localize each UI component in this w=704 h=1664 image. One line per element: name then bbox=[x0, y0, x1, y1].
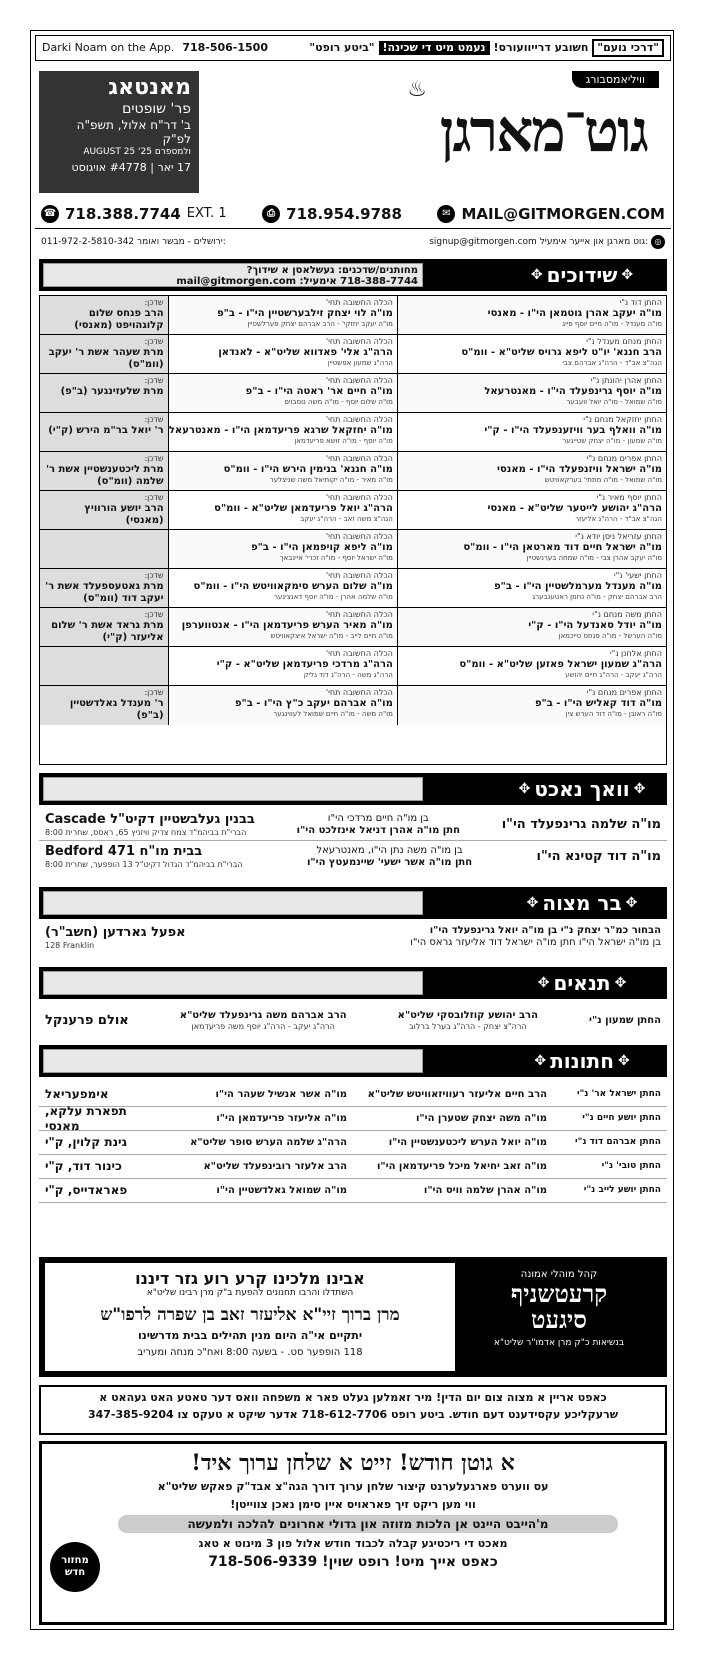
app-label: Darki Noam on the App. bbox=[42, 41, 175, 55]
date-box bbox=[39, 71, 199, 193]
bottom-highlight: מ'הייבט היינט אן הלכות מזוזה און גדולי אחרונים להלכה ולמעשה bbox=[118, 1515, 618, 1533]
phone-ext: EXT. 1 bbox=[186, 205, 227, 221]
contact-bar-secondary bbox=[35, 231, 671, 253]
section-header-vachnacht bbox=[39, 773, 667, 805]
table-row: החתן יחזקאל מנחם נ"י מו"ה וואלף בער וויזענפעלד הי"ו - ק"י מו"ה שמעון - מו"ה יצחק שטייגער הכלה החשובה תחי' מו"ה יחזקאל שרגא פריעדמאן הי"ו - מאנטרעאל מו"ה יוסף - מו"ה זושא פריעדמאן שדכן: ר' יואל בר"מ הירש (ק"י) bbox=[40, 413, 666, 452]
shidduchim-table bbox=[39, 295, 667, 765]
ad-sponsor bbox=[459, 1263, 659, 1371]
vachnacht-title: ✥ וואך נאכט ✥ bbox=[518, 777, 646, 801]
top-bar bbox=[35, 35, 671, 61]
table-row: החתן משה מנחם נ"י מו"ה יודל סאנדעל הי"ו - ק"י מו"ה הערשל - מו"ה פנחס טייכמאן הכלה החשובה תחי' מו"ה מאיר הערש פריעדמאן הי"ו - אנטווערפן מו"ה חיים לייב - מו"ה ישראל איצקאוויטש שדכן: מרת גראד אשת ר' שלום אליעזר (ק"י) bbox=[40, 608, 666, 647]
signup-email[interactable]: signup@gitmorgen.com bbox=[429, 237, 537, 248]
quote-shechina: נעמט מיט די שכינה! bbox=[379, 41, 490, 54]
submit-line-1: מחותנים/שדכנים: געשלאסן א שידוך? bbox=[246, 265, 418, 276]
ad-line-2: השתדלו והרבו תחנונים להפעת ב"ק מרן רבינו שליט"א bbox=[146, 1288, 354, 1299]
header-blank-box bbox=[43, 971, 423, 995]
tzedaka-notice bbox=[39, 1385, 667, 1435]
barmitzvah-address: 128 Franklin bbox=[45, 940, 95, 950]
bottom-line-1: עס ווערט פארגעלערנט קיצור שלחן ערוך דורך הגה"צ אבד"ק פאקש שליט"א bbox=[157, 1480, 549, 1494]
quote-darki-noam: "דרכי נועם" bbox=[592, 39, 664, 56]
section-header-chasunos bbox=[39, 1045, 667, 1077]
parsha: פר' שופטים bbox=[122, 101, 191, 117]
table-row: החתן יוסף מאיר נ"י הרה"ג יהושע לייטער שליט"א - מאנסי הגה"צ אב"ד - הרה"ג אליעזר הכלה החשובה תחי' הרה"ג יואל פריעדמאן שליט"א - וומ"ס הגה"צ משה זאב - הרה"ג יעקב שדכן: הרב יושע הורוויץ (מאנסי) bbox=[40, 491, 666, 530]
header-blank-box bbox=[43, 1049, 423, 1073]
section-header-tenaim bbox=[39, 967, 667, 999]
table-row: החתן אפרים מנחם נ"י מו"ה דוד קאליש הי"ו - ב"פ מו"ה ראובן - מו"ה דוד הערש צין הכלה החשובה תחי' מו"ה אברהם יעקב כ"ץ הי"ו - ב"פ מו"ה משה - מו"ה חיים שמואל לעווינגער שדכן: ר' מענדל גאלדשטיין (ב"פ) bbox=[40, 686, 666, 725]
chasunos-list bbox=[39, 1083, 667, 1203]
table-row: החתן אלחנן נ"י הרה"ג שמעון ישראל פאזען שליט"א - וומ"ס הרה"ג יעקב - הרה"ג חיים יהושע הכלה החשובה תחי' הרה"ג מרדכי פריעדמאן שליט"א - ק"י הרה"ג משה - הרה"ג דוד גליק bbox=[40, 647, 666, 686]
ad-heading: אבינו מלכינו קרע רוע גזר דיננו bbox=[135, 1269, 365, 1288]
hebrew-date: ב' דר"ח אלול, תשפ"ה לפ"ק bbox=[76, 117, 191, 147]
sponsor-line-4: בנשיאות כ"ק מרן אדמו"ר שליט"א bbox=[493, 1337, 625, 1348]
barmitzvah-title: ✥ בר מצוה ✥ bbox=[526, 891, 638, 915]
shidduchim-title: ✥ שידוכים ✥ bbox=[530, 263, 634, 287]
barmitzvah-item bbox=[39, 925, 667, 961]
region-pill: וויליאמסבורג bbox=[572, 71, 659, 88]
section-header-shidduchim bbox=[39, 259, 667, 291]
notice-line-2[interactable]: שרעקליכע עקסידענט דעם חודש. ביטע רופט 718-612-7706 אדער שיקט א טעקס צו 347-385-9204 bbox=[87, 1408, 619, 1422]
sponsor-name-2: סיגעט bbox=[531, 1305, 587, 1335]
globe-icon: ◎ bbox=[651, 235, 665, 249]
tenaim-chosson: החתן שמעון נ"י bbox=[589, 1015, 661, 1026]
newspaper-page bbox=[30, 30, 674, 1630]
weekday: מאנטאג bbox=[108, 75, 191, 100]
shidduchim-submit-box bbox=[43, 263, 423, 287]
app-phone[interactable]: 718-506-1500 bbox=[182, 41, 268, 55]
notice-line-1: כאפט אריין א מצוה צום יום הדין! מיר זאמלען געלט פאר א משפחה וואס דער טאטע האט געהאט א bbox=[99, 1391, 607, 1404]
chasunos-title: ✥ חתונות ✥ bbox=[534, 1049, 630, 1073]
table-row: החתן ישראל אר' נ"י הרב חיים אליעזר רעוויזאוויטש שליט"א מו"ה אשר אנשיל שעהר הי"ו אימפעריאל bbox=[39, 1083, 667, 1107]
ad-name: מרן ברוך זיי"א אליעזר זאב בן שפרה לרפו"ש bbox=[100, 1304, 400, 1325]
tehillim-ad bbox=[39, 1257, 667, 1377]
phone-main[interactable]: 718.388.7744 bbox=[65, 204, 181, 223]
bottom-heading: א גוטן חודש! זייט א שלחן ערוך איד! bbox=[191, 1450, 515, 1476]
mail-icon: ✉ bbox=[437, 205, 455, 223]
tenaim-venue: אולם פרענקל bbox=[45, 1013, 129, 1029]
bottom-line-3: מאכט די ריכטיגע קבלה לכבוד חודש אלול פון 3 מינוט א טאג bbox=[198, 1537, 508, 1551]
quote-drivers: חשובע דרייוועורס! bbox=[493, 41, 589, 55]
english-date: AUGUST 25 '25 ולמספרם bbox=[83, 146, 191, 157]
section-header-barmitzvah bbox=[39, 887, 667, 919]
table-row: החתן אהרן יהונתן נ"י מו"ה יוסף גרינפעלד הי"ו - מאנטרעאל מו"ה שמואל - מו"ה יואל וועבער הכלה החשובה תחי' מו"ה חיים אר' ראטה הי"ו - ב"פ מו"ה שלום יוסף - מו"ה משה נוסבוים שדכן: מרת שלעזינגער (ב"פ) bbox=[40, 374, 666, 413]
sponsor-line-1: קהל מוהלי אמונה bbox=[520, 1269, 598, 1280]
phone-secondary[interactable]: 718.954.9788 bbox=[286, 204, 402, 223]
table-row: החתן אפרים מנחם נ"י מו"ה ישראל וויזנפעלד הי"ו - מאנסי מו"ה שמואל - מו"ה מתתי' בערקאוויטש הכלה החשובה תחי' מו"ה חננא' בנימין הירש הי"ו - וומ"ס מו"ה מאיר - מו"ה יקותיאל משה שניצלער שדכן: מרת ליכטענשטיין אשת ר' שלמה (וומ"ס) bbox=[40, 452, 666, 491]
ad-line-3: יתקיים אי"ה היום מנין תהילים בבית מדרשינו bbox=[137, 1329, 363, 1343]
masthead bbox=[211, 71, 667, 193]
vachnacht-list bbox=[39, 809, 667, 873]
list-item: מו"ה דוד קטינא הי"ו בן מו"ה משה נתן הי"ו, מאנטרעאל חתן מו"ה אשר ישעי' שיינמעטץ הי"ו בבית מו"ח 471 Bedford הברי"ת בביהמ"ד הגדול דקיט"ל 13 הופפער, שחרית 8:00 bbox=[45, 844, 661, 869]
bottom-line-2: ווי מען ריקט זיך פאראויס איין סימן נאכן צווייטן! bbox=[230, 1497, 476, 1511]
table-row: החתן דוד נ"י מו"ה יעקב אהרן גוטמאן הי"ו - מאנסי מו"ה מענדל - מו"ה חיים יוסף פייג הכלה החשובה תחי' מו"ה לוי יצחק זילבערשטיין הי"ו - ב"פ מו"ה יעקב יחזקי' - הרב אברהם יצחק פערלשטיין שדכן: הרב פנחס שלום קלוגהויפט (מאנסי) bbox=[40, 296, 666, 335]
fax-icon: ⎙ bbox=[262, 205, 280, 223]
ad-line-4: 118 הופפער סט. - בשעה 8:00 ואח"כ מנחה ומעריב bbox=[137, 1346, 363, 1358]
table-row: החתן יושע חיים נ"י מו"ה משה יצחק שטערן הי"ו מו"ה אליעזר פריעדמאן הי"ו תפארת עלקא, מאנסי bbox=[39, 1107, 667, 1131]
sponsor-name-1: קרעטשניף bbox=[510, 1279, 608, 1308]
quote-please-call: "ביטע רופט" bbox=[309, 41, 375, 55]
tenaim-item: החתן שמעון נ"י הרב יהושע קוזלובסקי שליט"א הרה"צ יצחק - הרה"ג בערל ברלוב הרב אברהם משה גרינפעלד שליט"א הרה"ג יעקב - הרה"ג יוסף משה פריעדמאן אולם פרענקל bbox=[45, 1010, 661, 1032]
email-link[interactable]: MAIL@GITMORGEN.COM bbox=[461, 204, 665, 223]
table-row: החתן טובי' נ"י מו"ה זאב יחיאל מיכל פריעדמאן הי"ו הרב אלעזר רובינפעלד שליט"א כינור דוד, ק"י bbox=[39, 1155, 667, 1179]
signup-label: גוט מארגן און אייער אימעיל: bbox=[539, 237, 649, 248]
israel-phone[interactable]: 011-972-2-5810-342 bbox=[41, 236, 135, 247]
list-item: מו"ה שלמה גרינפעלד הי"ו בן מו"ה חיים מרדכי הי"ו חתן מו"ה אהרן דניאל אינזלכט הי"ו בבנין געלבשטיין דקיט"ל Cascade הברי"ת בביהמ"ד צמח צדיק וויזניץ 65, ראסס, שחרית 8:00 bbox=[39, 809, 667, 841]
issue-number: 17 יאר | #4778 אויגוסט bbox=[71, 161, 191, 175]
barmitzvah-line-2: בן מו"ה ישראל הי"ו חתן מו"ה ישראל דוד אליעזר גראס הי"ו bbox=[410, 937, 661, 948]
header-blank-box bbox=[43, 891, 423, 915]
logo-name: גוט־מארגן bbox=[439, 97, 647, 165]
barmitzvah-line-1: הבחור כמ"ר יצחק נ"י בן מו"ה יואל גרינפעלד הי"ו bbox=[429, 925, 661, 936]
submit-line-2[interactable]: 718-388-7744 אימעיל: mail@gitmorgen.com bbox=[176, 276, 418, 287]
table-row: החתן עזריאל ניסן יודא נ"י מו"ה ישראל חיים דוד מארטאן הי"ו - וומ"ס מו"ה יעקב אהרן צבי - מו"ה שמחה בערנשטיין הכלה החשובה תחי' מו"ה ליפא קויפמאן הי"ו - ב"פ מו"ה ישראל יוסף - מו"ה זכרי' איינבאך bbox=[40, 530, 666, 569]
table-row: החתן מנחם מענדל נ"י הרב חננא' יו"ט ליפא גרויס שליט"א - וומ"ס הגה"צ אב"ד - הרה"ג אברהם צבי הכלה החשובה תחי' הרה"ג אלי' פאדווא שליט"א - לאנדאן הרה"ג שמעון אפשטיין שדכן: מרת שעהר אשת ר' יעקב (וומ"ס) bbox=[40, 335, 666, 374]
table-row: החתן ישעי' נ"י מו"ה מענדל מערמלשטיין הי"ו - ב"פ הרב אברהם יצחק - מו"ה נחמן ראטענבערג הכלה החשובה תחי' מו"ה שלום הערש סימקאוויטש הי"ו - וומ"ס מו"ה שלמה אהרן - מו"ה יוסף דאנציגער שדכן: מרת גאטעספעלד אשת ר' יעקב דוד (וומ"ס) bbox=[40, 569, 666, 608]
header-blank-box bbox=[43, 777, 423, 801]
shulchan-aruch-ad bbox=[39, 1441, 667, 1625]
phone-icon: ☎ bbox=[41, 205, 59, 223]
flame-icon: ♨ bbox=[407, 77, 427, 102]
ad-body bbox=[45, 1263, 455, 1371]
tenaim-title: ✥ תנאים ✥ bbox=[537, 971, 627, 995]
table-row: החתן יושע לייב נ"י מו"ה אהרן שלמה וויס הי"ו מו"ה שמואל גאלדשטיין הי"ו פאראדייס, ק"י bbox=[39, 1179, 667, 1203]
israel-label: ירושלים - מבשר ואומר: bbox=[137, 236, 226, 247]
barmitzvah-venue: אפעל גארדען (חשב"ר) bbox=[45, 925, 186, 940]
new-cycle-stamp: מחזור חדש bbox=[50, 1542, 100, 1592]
table-row: החתן אברהם דוד נ"י מו"ה יואל הערש ליכטענשטיין הי"ו הרה"ג שלמה הערש סופר שליט"א גינת קלוין, ק"י bbox=[39, 1131, 667, 1155]
bottom-call-line[interactable]: כאפט אייך מיט! רופט שוין! 718-506-9339 bbox=[208, 1554, 498, 1571]
contact-bar bbox=[35, 199, 671, 229]
